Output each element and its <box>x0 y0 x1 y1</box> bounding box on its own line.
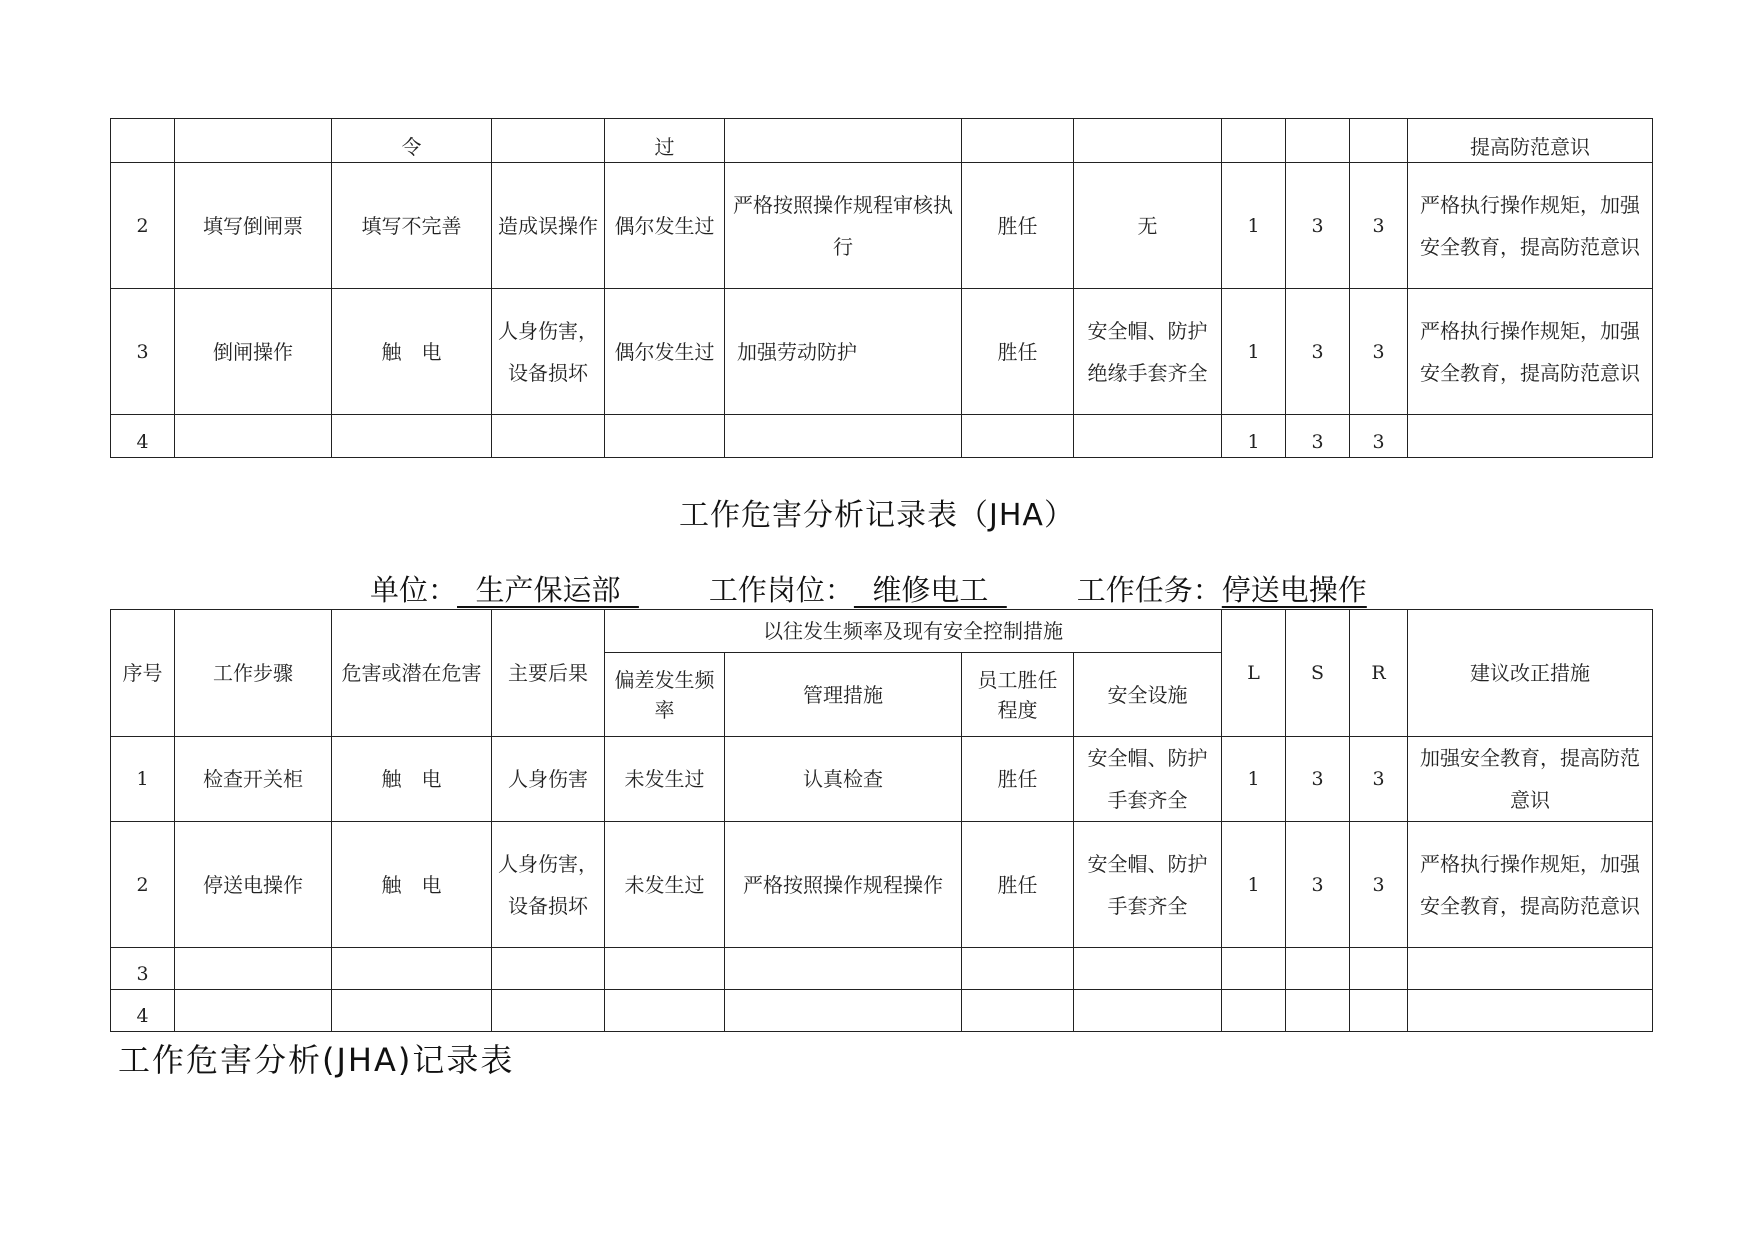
cell-measures <box>725 948 962 990</box>
cell-s: 3 <box>1286 415 1350 458</box>
cell-frequency: 未发生过 <box>605 737 725 822</box>
cell-frequency: 偶尔发生过 <box>605 163 725 289</box>
cell-competence <box>962 948 1074 990</box>
cell-frequency <box>605 415 725 458</box>
cell-suggestion <box>1408 415 1653 458</box>
cell-s <box>1286 119 1350 163</box>
page-title: 工作危害分析记录表（JHA） <box>679 498 1075 533</box>
cell-competence <box>962 990 1074 1032</box>
previous-jha-table <box>110 118 1653 458</box>
cell-s: 3 <box>1286 822 1350 948</box>
task-label: 工作任务： <box>1076 573 1222 607</box>
cell-consequence <box>492 119 605 163</box>
cell-facility: 安全帽、防护手套齐全 <box>1074 822 1222 948</box>
cell-suggestion <box>1408 990 1653 1032</box>
header-group: 以往发生频率及现有安全控制措施 <box>605 610 1222 653</box>
cell-suggestion <box>1408 948 1653 990</box>
header-consequence: 主要后果 <box>492 610 605 737</box>
cell-step <box>175 119 332 163</box>
cell-hazard: 触 电 <box>332 737 492 822</box>
cell-l: 1 <box>1222 822 1286 948</box>
table-row <box>111 289 1653 415</box>
cell-consequence: 人身伤害，设备损坏 <box>492 289 605 415</box>
cell-no <box>111 119 175 163</box>
cell-hazard <box>332 415 492 458</box>
header-facility: 安全设施 <box>1074 653 1222 737</box>
cell-step <box>175 948 332 990</box>
cell-no: 2 <box>111 822 175 948</box>
cell-consequence <box>492 948 605 990</box>
cell-facility <box>1074 119 1222 163</box>
header-suggestion: 建议改正措施 <box>1408 610 1653 737</box>
cell-step: 检查开关柜 <box>175 737 332 822</box>
cell-suggestion: 加强安全教育，提高防范意识 <box>1408 737 1653 822</box>
cell-frequency <box>605 948 725 990</box>
header-hazard: 危害或潜在危害 <box>332 610 492 737</box>
header-l: L <box>1222 610 1286 737</box>
cell-l: 1 <box>1222 289 1286 415</box>
cell-competence: 胜任 <box>962 737 1074 822</box>
header-no: 序号 <box>111 610 175 737</box>
cell-step <box>175 990 332 1032</box>
cell-consequence <box>492 990 605 1032</box>
cell-measures: 加强劳动防护 <box>725 289 962 415</box>
task-value: 停送电操作 <box>1221 573 1367 607</box>
cell-consequence: 造成误操作 <box>492 163 605 289</box>
cell-consequence: 人身伤害 <box>492 737 605 822</box>
cell-suggestion: 严格执行操作规矩，加强安全教育，提高防范意识 <box>1408 289 1653 415</box>
cell-l: 1 <box>1222 163 1286 289</box>
cell-s: 3 <box>1286 289 1350 415</box>
cell-no: 3 <box>111 948 175 990</box>
cell-hazard: 填写不完善 <box>332 163 492 289</box>
cell-hazard: 触 电 <box>332 289 492 415</box>
cell-no: 4 <box>111 990 175 1032</box>
header-r: R <box>1350 610 1408 737</box>
cell-l: 1 <box>1222 415 1286 458</box>
cell-consequence: 人身伤害，设备损坏 <box>492 822 605 948</box>
cell-frequency: 偶尔发生过 <box>605 289 725 415</box>
table-row <box>111 822 1653 948</box>
unit-value: 生产保运部 <box>457 573 639 607</box>
cell-step: 停送电操作 <box>175 822 332 948</box>
cell-no: 4 <box>111 415 175 458</box>
cell-competence <box>962 119 1074 163</box>
cell-frequency: 未发生过 <box>605 822 725 948</box>
cell-frequency <box>605 990 725 1032</box>
cell-measures <box>725 119 962 163</box>
header-frequency: 偏差发生频率 <box>605 653 725 737</box>
cell-suggestion: 提高防范意识 <box>1408 119 1653 163</box>
cell-competence: 胜任 <box>962 822 1074 948</box>
cell-suggestion: 严格执行操作规矩，加强安全教育，提高防范意识 <box>1408 163 1653 289</box>
header-step: 工作步骤 <box>175 610 332 737</box>
cell-facility <box>1074 948 1222 990</box>
table-row <box>111 737 1653 822</box>
post-value: 维修电工 <box>853 573 1007 607</box>
cell-facility: 安全帽、防护手套齐全 <box>1074 737 1222 822</box>
header-competence: 员工胜任程度 <box>962 653 1074 737</box>
jha-table <box>110 609 1653 1032</box>
cell-r: 3 <box>1350 822 1408 948</box>
cell-step: 填写倒闸票 <box>175 163 332 289</box>
cell-s: 3 <box>1286 737 1350 822</box>
table-row <box>111 119 1653 163</box>
table-row <box>111 948 1653 990</box>
post-label: 工作岗位： <box>708 573 854 607</box>
cell-facility <box>1074 990 1222 1032</box>
header-s: S <box>1286 610 1350 737</box>
cell-r <box>1350 119 1408 163</box>
cell-l <box>1222 119 1286 163</box>
cell-measures: 认真检查 <box>725 737 962 822</box>
cell-measures <box>725 415 962 458</box>
next-page-title: 工作危害分析(JHA)记录表 <box>118 1041 515 1079</box>
cell-s: 3 <box>1286 163 1350 289</box>
cell-no: 1 <box>111 737 175 822</box>
cell-s <box>1286 948 1350 990</box>
cell-competence: 胜任 <box>962 289 1074 415</box>
cell-measures: 严格按照操作规程操作 <box>725 822 962 948</box>
cell-frequency: 过 <box>605 119 725 163</box>
cell-l: 1 <box>1222 737 1286 822</box>
cell-r: 3 <box>1350 289 1408 415</box>
cell-step: 倒闸操作 <box>175 289 332 415</box>
cell-r: 3 <box>1350 415 1408 458</box>
cell-suggestion: 严格执行操作规矩，加强安全教育，提高防范意识 <box>1408 822 1653 948</box>
header-measures: 管理措施 <box>725 653 962 737</box>
cell-r: 3 <box>1350 163 1408 289</box>
cell-l <box>1222 990 1286 1032</box>
cell-hazard: 触 电 <box>332 822 492 948</box>
cell-no: 3 <box>111 289 175 415</box>
cell-r <box>1350 990 1408 1032</box>
cell-consequence <box>492 415 605 458</box>
form-meta <box>370 568 1367 609</box>
cell-no: 2 <box>111 163 175 289</box>
cell-facility: 无 <box>1074 163 1222 289</box>
cell-measures: 严格按照操作规程审核执行 <box>725 163 962 289</box>
cell-hazard <box>332 990 492 1032</box>
cell-hazard <box>332 948 492 990</box>
cell-competence: 胜任 <box>962 163 1074 289</box>
cell-step <box>175 415 332 458</box>
cell-l <box>1222 948 1286 990</box>
cell-s <box>1286 990 1350 1032</box>
cell-competence <box>962 415 1074 458</box>
cell-facility: 安全帽、防护绝缘手套齐全 <box>1074 289 1222 415</box>
header-row <box>111 610 1653 653</box>
cell-r <box>1350 948 1408 990</box>
table-row <box>111 163 1653 289</box>
unit-label: 单位： <box>370 573 458 607</box>
cell-measures <box>725 990 962 1032</box>
cell-r: 3 <box>1350 737 1408 822</box>
cell-hazard: 令 <box>332 119 492 163</box>
cell-facility <box>1074 415 1222 458</box>
table-row <box>111 990 1653 1032</box>
table-row <box>111 415 1653 458</box>
